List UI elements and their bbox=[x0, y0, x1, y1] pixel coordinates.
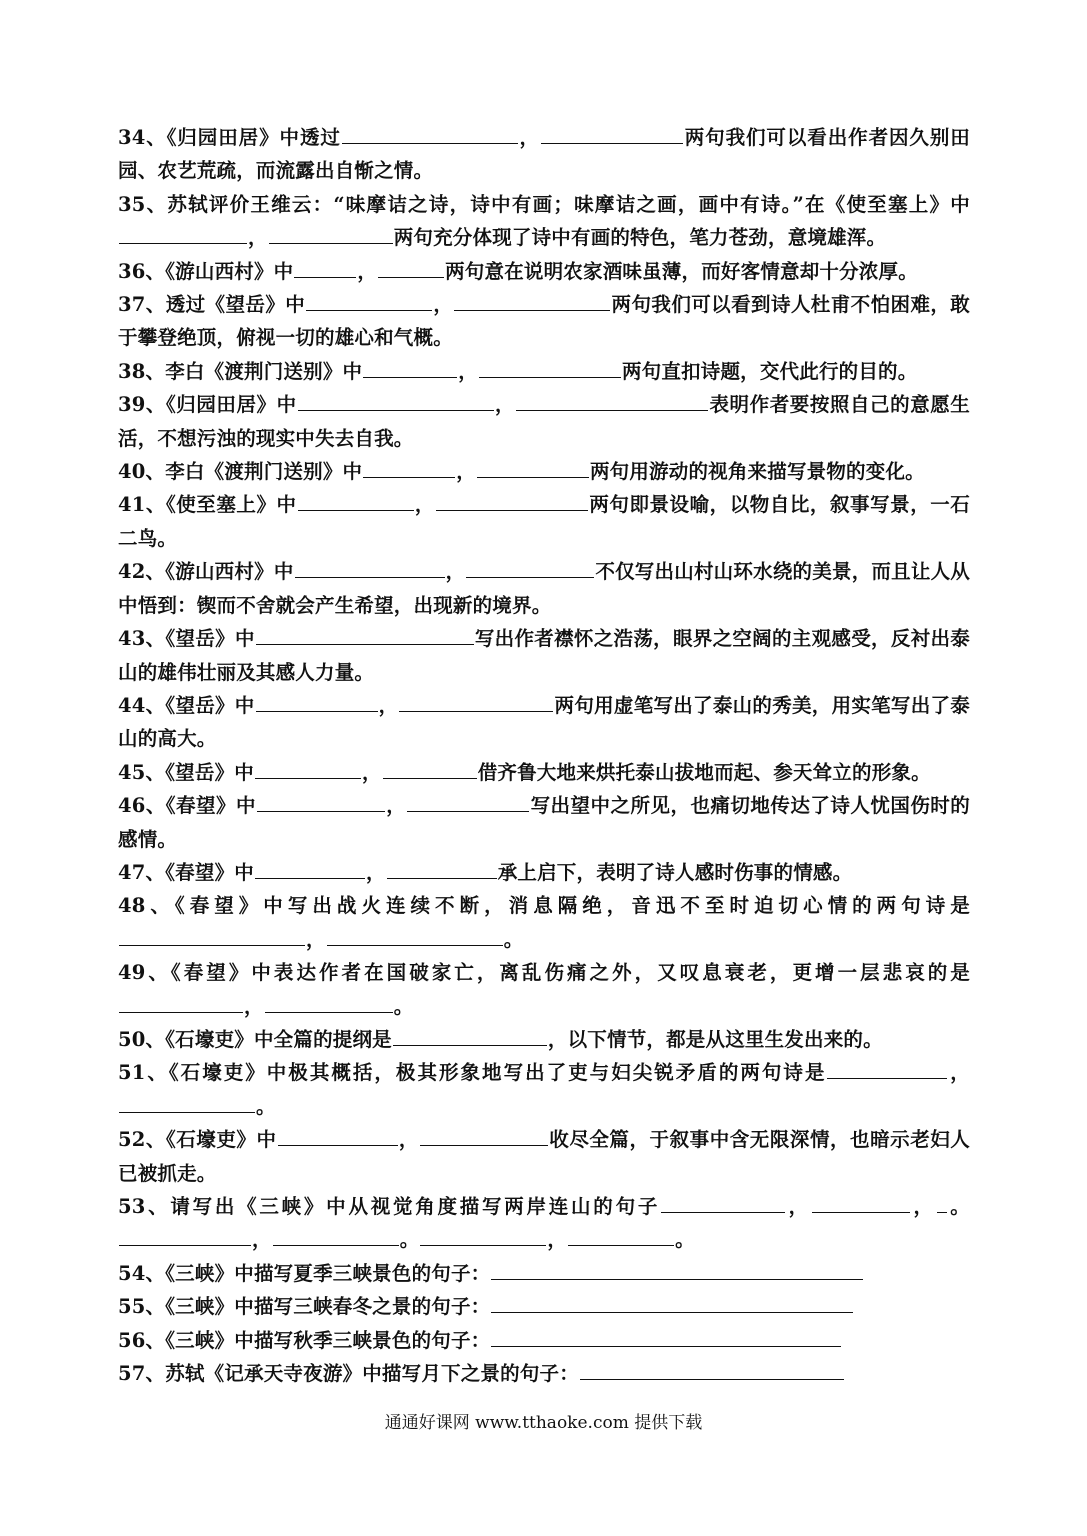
question-text: ， bbox=[398, 1128, 419, 1152]
question-text: 承上启下，表明了诗人感时伤事的情感。 bbox=[497, 860, 853, 884]
question-text: 34、《归园田居》中透过 bbox=[118, 126, 341, 149]
question-text: 。 bbox=[393, 994, 414, 1018]
question-item bbox=[118, 121, 970, 188]
question-text: 37、透过《望岳》中 bbox=[118, 293, 306, 317]
question-text: 。 bbox=[256, 1094, 276, 1118]
question-item bbox=[118, 789, 970, 856]
question-text: ， bbox=[386, 794, 407, 818]
answer-blank[interactable] bbox=[516, 392, 708, 411]
question-text: 46、《春望》中 bbox=[118, 794, 256, 818]
answer-blank[interactable] bbox=[383, 760, 477, 779]
question-text: 两句充分体现了诗中有画的特色，笔力苍劲，意境雄浑。 bbox=[393, 226, 887, 250]
question-text: 54、《三峡》中描写夏季三峡景色的句子： bbox=[118, 1261, 491, 1285]
answer-blank[interactable] bbox=[812, 1194, 910, 1213]
question-item bbox=[118, 956, 970, 1023]
question-item bbox=[118, 756, 970, 789]
question-item bbox=[118, 689, 970, 756]
answer-blank[interactable] bbox=[119, 1227, 251, 1246]
answer-blank[interactable] bbox=[363, 459, 455, 478]
answer-blank[interactable] bbox=[363, 359, 457, 378]
question-item bbox=[118, 622, 970, 689]
question-text: ， bbox=[433, 293, 454, 317]
question-text: 不仅写出山村山环水绕的美景，而且让人从中悟到：锲而不舍就会产生希望，出现新的境界。 bbox=[118, 560, 971, 617]
answer-blank[interactable] bbox=[466, 559, 594, 578]
question-text: 53、请写出《三峡》中从视觉角度描写两岸连山的句子 bbox=[118, 1195, 661, 1218]
answer-blank[interactable] bbox=[119, 994, 243, 1013]
question-item bbox=[118, 1290, 970, 1323]
answer-blank[interactable] bbox=[294, 259, 356, 278]
question-text: 收尽全篇，于叙事中含无限深情，也暗示老妇人已被抓走。 bbox=[118, 1128, 971, 1185]
answer-blank[interactable] bbox=[298, 492, 414, 511]
question-text: 47、《春望》中 bbox=[118, 860, 254, 884]
question-text: 48、《春望》中写出战火连续不断，消息隔绝，音迅不至时迫切心情的两句诗是 bbox=[118, 894, 970, 918]
question-text: 36、《游山西村》中 bbox=[118, 259, 294, 283]
question-item bbox=[118, 1056, 970, 1123]
answer-blank[interactable] bbox=[255, 860, 365, 879]
question-item bbox=[118, 555, 970, 622]
answer-blank[interactable] bbox=[327, 927, 503, 946]
answer-blank[interactable] bbox=[378, 259, 444, 278]
question-text: ， bbox=[445, 560, 466, 584]
answer-blank[interactable] bbox=[295, 559, 445, 578]
answer-blank[interactable] bbox=[265, 994, 393, 1013]
question-text: ， bbox=[518, 126, 540, 149]
question-text: ， bbox=[357, 259, 378, 283]
question-text: 39、《归园田居》中 bbox=[118, 393, 297, 417]
answer-blank[interactable] bbox=[257, 793, 385, 812]
answer-blank[interactable] bbox=[407, 793, 529, 812]
question-text: 35、苏轼评价王维云：“味摩诘之诗，诗中有画；味摩诘之画，画中有诗。”在《使至塞上》中 bbox=[118, 192, 970, 216]
answer-blank[interactable] bbox=[119, 225, 247, 244]
question-text: ， bbox=[910, 1195, 936, 1218]
answer-blank[interactable] bbox=[479, 359, 621, 378]
answer-blank[interactable] bbox=[568, 1227, 674, 1246]
answer-blank[interactable] bbox=[256, 693, 378, 712]
question-text: 两句我们可以看到诗人杜甫不怕困难，敢于攀登绝顶，俯视一切的雄心和气概。 bbox=[118, 293, 970, 350]
question-text: 写出望中之所见，也痛切地传达了诗人忧国伤时的感情。 bbox=[118, 794, 970, 851]
question-item bbox=[118, 1357, 970, 1390]
question-text: 52、《石壕吏》中 bbox=[118, 1128, 277, 1152]
answer-blank[interactable] bbox=[399, 693, 553, 712]
answer-blank[interactable] bbox=[477, 459, 589, 478]
answer-blank[interactable] bbox=[273, 1227, 399, 1246]
question-item bbox=[118, 889, 970, 956]
question-text: 56、《三峡》中描写秋季三峡景色的句子： bbox=[118, 1328, 491, 1352]
question-item bbox=[118, 1123, 970, 1190]
answer-blank[interactable] bbox=[420, 1127, 548, 1146]
answer-blank[interactable] bbox=[278, 1127, 398, 1146]
question-text: 两句即景设喻，以物自比，叙事写景，一石二鸟。 bbox=[118, 493, 970, 550]
question-text: ，以下情节，都是从这里生发出来的。 bbox=[547, 1027, 883, 1051]
question-text: 50、《石壕吏》中全篇的提纲是 bbox=[118, 1027, 392, 1051]
question-text: 49、《春望》中表达作者在国破家亡，离乱伤痛之外，又叹息衰老，更增一层悲哀的是 bbox=[118, 961, 970, 985]
question-text: 40、李白《渡荆门送别》中 bbox=[118, 460, 363, 484]
question-text: ， bbox=[414, 493, 435, 517]
question-text: 两句直扣诗题，交代此行的目的。 bbox=[621, 359, 918, 383]
question-text: ， bbox=[786, 1195, 811, 1218]
answer-blank[interactable] bbox=[420, 1227, 546, 1246]
answer-blank[interactable] bbox=[256, 626, 474, 645]
question-item bbox=[118, 455, 970, 488]
question-item bbox=[118, 856, 970, 889]
question-text: 42、《游山西村》中 bbox=[118, 560, 294, 584]
answer-blank[interactable] bbox=[661, 1194, 785, 1213]
question-text: 。 bbox=[947, 1195, 971, 1218]
question-text: 两句用虚笔写出了泰山的秀美，用实笔写出了泰山的高大。 bbox=[118, 693, 970, 751]
question-text: 。 bbox=[675, 1228, 695, 1252]
question-text: 38、李白《渡荆门送别》中 bbox=[118, 359, 363, 383]
question-item bbox=[118, 288, 970, 355]
question-text: ， bbox=[456, 460, 476, 484]
answer-blank[interactable] bbox=[454, 292, 610, 311]
question-text: ， bbox=[378, 693, 399, 717]
question-text: 55、《三峡》中描写三峡春冬之景的句子： bbox=[118, 1295, 491, 1319]
question-item bbox=[118, 1023, 970, 1056]
answer-blank[interactable] bbox=[119, 1094, 255, 1113]
question-text: 44、《望岳》中 bbox=[118, 693, 255, 717]
question-item bbox=[118, 1257, 970, 1290]
answer-blank[interactable] bbox=[306, 292, 432, 311]
question-text: 表明作者要按照自己的意愿生活，不想污浊的现实中失去自我。 bbox=[118, 393, 970, 450]
worksheet-content bbox=[118, 121, 970, 1390]
answer-blank[interactable] bbox=[387, 860, 497, 879]
question-text: ， bbox=[252, 1228, 272, 1252]
question-text: 借齐鲁大地来烘托泰山拔地而起、参天耸立的形象。 bbox=[477, 760, 931, 784]
question-text: 两句用游动的视角来描写景物的变化。 bbox=[589, 460, 925, 484]
question-text: 43、《望岳》中 bbox=[118, 627, 255, 651]
question-item bbox=[118, 488, 970, 555]
question-text: 两句我们可以看出作者因久别田园、农艺荒疏，而流露出自惭之情。 bbox=[118, 126, 970, 183]
answer-blank[interactable] bbox=[827, 1060, 947, 1079]
answer-blank[interactable] bbox=[436, 492, 588, 511]
question-text: ， bbox=[248, 226, 268, 250]
question-text: 51、《石壕吏》中极其概括，极其形象地写出了吏与妇尖锐矛盾的两句诗是 bbox=[118, 1061, 827, 1085]
answer-blank[interactable] bbox=[541, 125, 683, 144]
question-item bbox=[118, 1324, 970, 1357]
answer-blank[interactable] bbox=[119, 927, 305, 946]
question-item bbox=[118, 388, 970, 455]
question-item bbox=[118, 255, 970, 288]
question-text: ， bbox=[366, 860, 386, 884]
question-text: ， bbox=[494, 393, 516, 417]
footer-credit: 通通好课网 www.tthaoke.com 提供下载 bbox=[384, 1413, 703, 1433]
answer-blank[interactable] bbox=[491, 1294, 853, 1313]
answer-blank[interactable] bbox=[580, 1361, 844, 1380]
question-text: ， bbox=[948, 1061, 971, 1085]
question-text: 45、《望岳》中 bbox=[118, 760, 254, 784]
question-text: 写出作者襟怀之浩荡，眼界之空阔的主观感受，反衬出泰山的雄伟壮丽及其感人力量。 bbox=[118, 627, 970, 684]
question-item bbox=[118, 355, 970, 388]
question-text: ， bbox=[458, 359, 478, 383]
question-text: 两句意在说明农家酒味虽薄，而好客情意却十分浓厚。 bbox=[445, 259, 918, 283]
answer-blank[interactable] bbox=[491, 1261, 863, 1280]
question-text: 。 bbox=[503, 927, 524, 951]
answer-blank[interactable] bbox=[393, 1027, 547, 1046]
answer-blank[interactable] bbox=[255, 760, 361, 779]
answer-blank[interactable] bbox=[298, 392, 494, 411]
question-text: ， bbox=[547, 1228, 568, 1252]
answer-blank[interactable] bbox=[937, 1194, 947, 1213]
question-text: ， bbox=[362, 760, 382, 784]
question-text: 41、《使至塞上》中 bbox=[118, 493, 297, 517]
question-text: 57、苏轼《记承天寺夜游》中描写月下之景的句子： bbox=[118, 1362, 579, 1386]
answer-blank[interactable] bbox=[491, 1328, 841, 1347]
question-item bbox=[118, 188, 970, 255]
question-item bbox=[118, 1190, 970, 1257]
question-text: 。 bbox=[399, 1228, 420, 1252]
answer-blank[interactable] bbox=[342, 125, 518, 144]
answer-blank[interactable] bbox=[269, 225, 393, 244]
question-text: ， bbox=[306, 927, 326, 951]
question-text: ， bbox=[244, 994, 264, 1018]
